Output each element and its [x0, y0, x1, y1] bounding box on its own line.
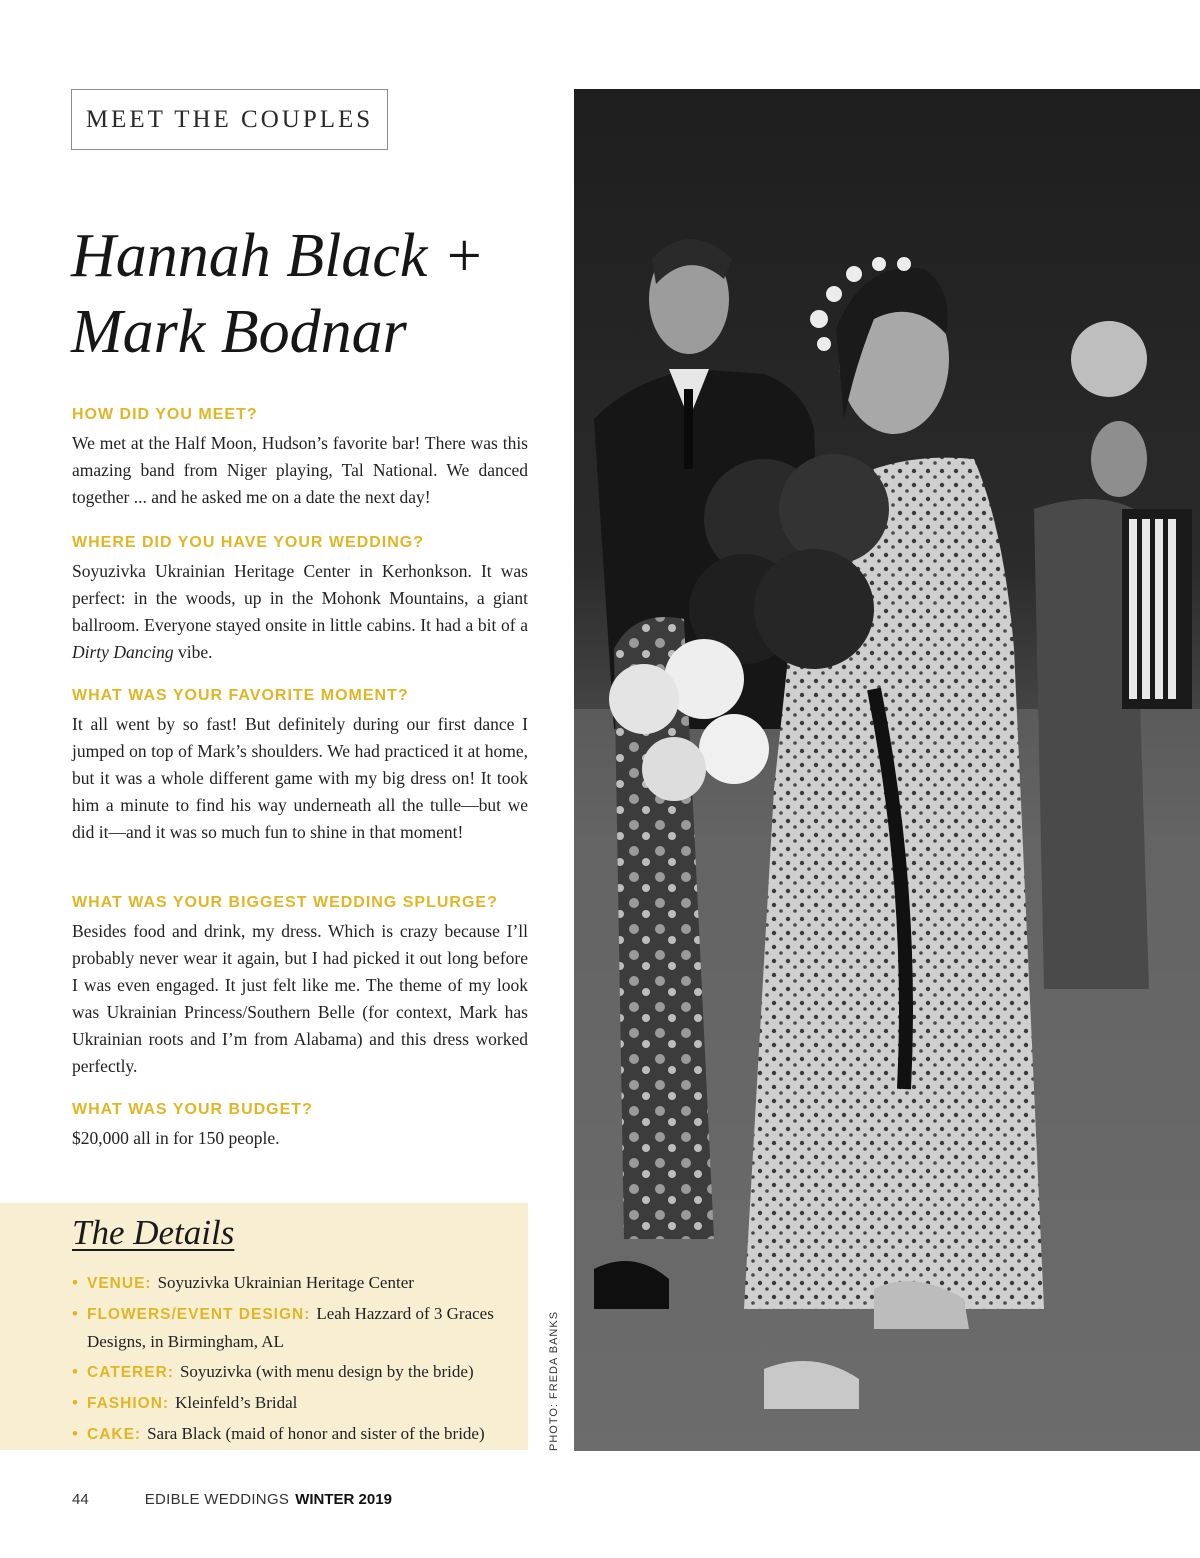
- question-heading: WHAT WAS YOUR BUDGET?: [72, 1101, 313, 1118]
- bullet-icon: •: [72, 1273, 78, 1292]
- flower-bunch: [1071, 321, 1147, 397]
- detail-item-fashion: [72, 1389, 527, 1417]
- bullet-icon: •: [72, 1362, 78, 1381]
- details-title: The Details: [72, 1213, 235, 1252]
- answer-text: It all went by so fast! But definitely during our first dance I jumped on top of Mark’s shoulders. We had practiced it at home, but it was a whole different game with my big dress on! It took him a minute to find his way underneath all the tulle—but we did it—and it was so much fun to shine in that moment!: [72, 714, 528, 842]
- detail-value: Kleinfeld’s Bridal: [175, 1393, 298, 1412]
- wedding-procession-photo: [574, 89, 1200, 1451]
- film-title: Dirty Dancing: [72, 642, 174, 662]
- qa-block-splurge: [72, 894, 528, 1080]
- publication-name: EDIBLE WEDDINGS: [144, 1491, 290, 1508]
- answer-text: [72, 558, 528, 666]
- detail-value: Soyuzivka (with menu design by the bride): [179, 1362, 474, 1381]
- question-heading: WHAT WAS YOUR FAVORITE MOMENT?: [72, 687, 409, 704]
- issue-name: WINTER 2019: [295, 1491, 392, 1508]
- photo-credit: PHOTO: FREDA BANKS: [548, 1310, 560, 1451]
- answer-text-part: vibe.: [173, 642, 213, 662]
- detail-label: CATERER:: [87, 1364, 174, 1381]
- answer-text: We met at the Half Moon, Hudson’s favorite bar! There was this amazing band from Niger playing, Tal National. We danced together ... and he asked me on a date the next day!: [72, 433, 528, 507]
- detail-label: FASHION:: [87, 1395, 170, 1412]
- question-heading: HOW DID YOU MEET?: [72, 406, 258, 423]
- headline-line-1: Hannah Black +: [71, 222, 485, 290]
- bullet-icon: •: [72, 1393, 78, 1412]
- page-footer: [72, 1491, 392, 1508]
- details-sidebar: [0, 1203, 528, 1450]
- question-heading: WHAT WAS YOUR BIGGEST WEDDING SPLURGE?: [72, 894, 498, 911]
- detail-item-caterer: [72, 1358, 527, 1386]
- detail-value: Soyuzivka Ukrainian Heritage Center: [157, 1273, 414, 1292]
- answer-text: $20,000 all in for 150 people.: [72, 1128, 280, 1148]
- musician-head: [1091, 421, 1147, 497]
- detail-value: Leah Hazzard of 3 Graces Designs, in Birmingham, AL: [87, 1304, 494, 1351]
- qa-block-budget: [72, 1101, 528, 1152]
- detail-item-venue: [72, 1269, 527, 1297]
- question-heading: WHERE DID YOU HAVE YOUR WEDDING?: [72, 534, 425, 551]
- headline-line-2: Mark Bodnar: [71, 298, 407, 366]
- photo-illustration: [574, 89, 1200, 1451]
- qa-block-meet: [72, 406, 528, 511]
- qa-block-favorite-moment: [72, 687, 528, 846]
- details-list: [72, 1269, 528, 1448]
- detail-item-cake: [72, 1420, 527, 1448]
- page-number: 44: [72, 1491, 89, 1508]
- detail-value: Sara Black (maid of honor and sister of the bride): [147, 1424, 485, 1443]
- answer-text-part: Soyuzivka Ukrainian Heritage Center in Kerhonkson. It was perfect: in the woods, up in the Mohonk Mountains, a giant ballroom. Everyone stayed onsite in little cabins. It had a bit of a: [72, 561, 528, 635]
- detail-label: CAKE:: [87, 1426, 142, 1443]
- bullet-icon: •: [72, 1304, 78, 1323]
- suit-man-tie: [684, 389, 693, 469]
- qa-block-wedding-location: [72, 534, 528, 666]
- article-headline: [71, 218, 561, 370]
- detail-item-flowers: [72, 1300, 527, 1355]
- section-kicker: MEET THE COUPLES: [71, 89, 388, 150]
- answer-text: Besides food and drink, my dress. Which is crazy because I’ll probably never wear it again, but I had picked it out long before I was even engaged. It just felt like me. The theme of my look was Ukrainian Princess/Southern Belle (for context, Mark has Ukrainian roots and I’m from Alabama) and this dress worked perfectly.: [72, 921, 528, 1076]
- detail-label: VENUE:: [87, 1275, 152, 1292]
- detail-label: FLOWERS/EVENT DESIGN:: [87, 1306, 311, 1323]
- bullet-icon: •: [72, 1424, 78, 1443]
